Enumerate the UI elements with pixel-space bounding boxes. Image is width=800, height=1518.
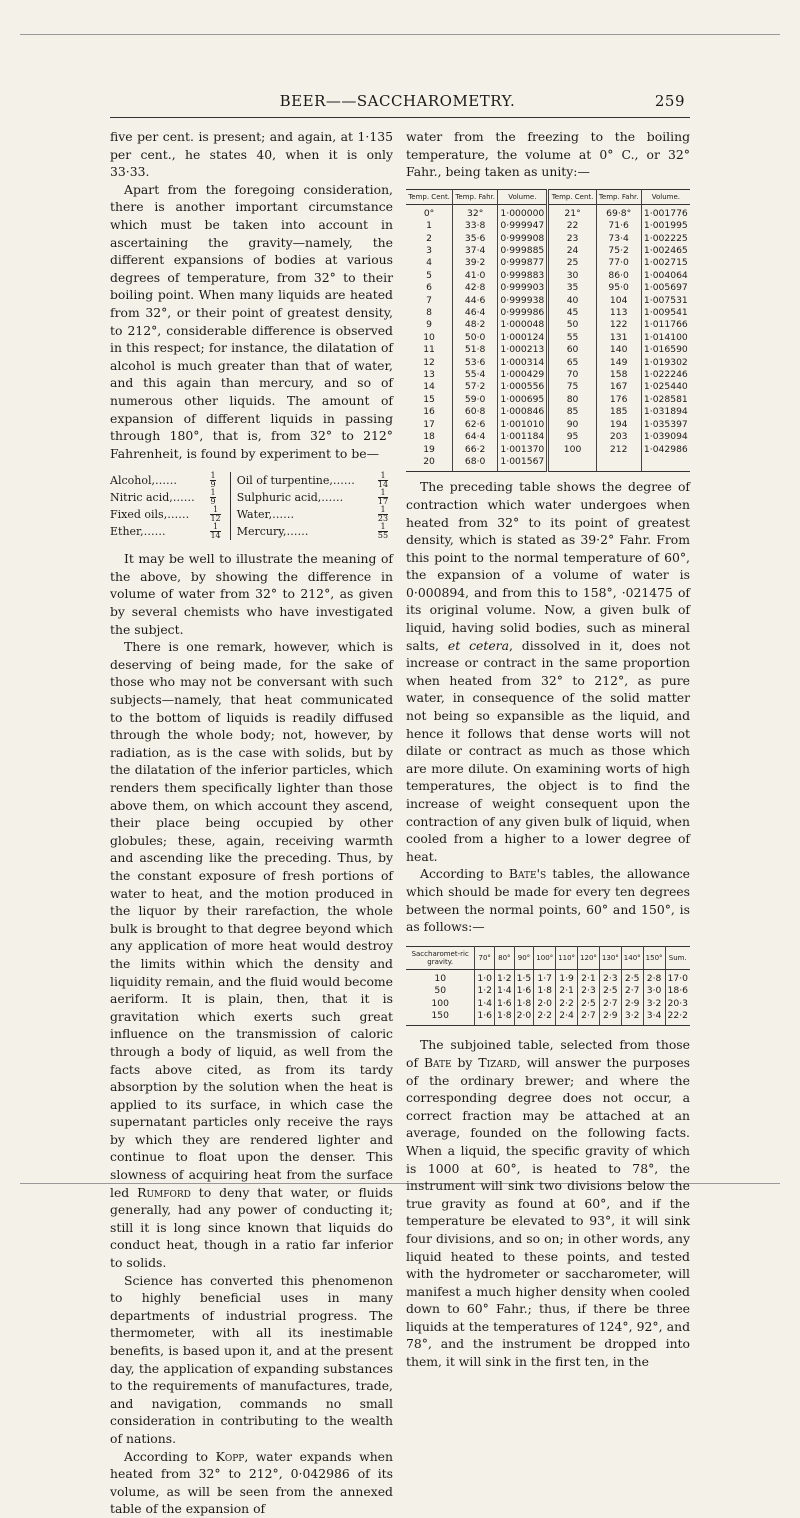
table-cell: 50 (406, 985, 475, 997)
table-cell: 0·999885 (498, 245, 548, 257)
author-name: Bate (423, 1054, 452, 1070)
table-cell: 2·9 (599, 1010, 621, 1026)
table-cell: 86·0 (596, 270, 641, 282)
table-cell: 167 (596, 381, 641, 393)
table-cell: 20·3 (667, 997, 688, 1009)
table-cell: 75 (548, 381, 596, 393)
table-cell (641, 456, 690, 472)
author-name: Bate's (508, 866, 547, 882)
liquid-name: Fixed oils,…… (110, 507, 190, 521)
table-row (406, 295, 690, 307)
table-cell: 0·999877 (498, 257, 548, 269)
table-row (406, 998, 690, 1010)
column-header: Temp. Fahr. (453, 189, 498, 204)
table-row (406, 233, 690, 245)
table-cell: 35 (548, 282, 596, 294)
table-cell: 95·0 (596, 282, 641, 294)
table-cell: 1·001370 (498, 444, 548, 456)
author-name: Rumford (137, 1184, 191, 1200)
table-cell: 45 (548, 307, 596, 319)
table-cell: 1·001776 (643, 207, 688, 219)
table-cell: 75·2 (596, 245, 641, 257)
liquid-fraction (378, 489, 390, 506)
table-cell: 5 (406, 270, 453, 282)
table-cell: 212 (596, 444, 641, 456)
table-cell: 60 (548, 344, 596, 356)
table-cell: 1·002715 (643, 257, 688, 269)
table-cell: 1·042986 (643, 443, 688, 455)
table-cell: 1·004064 (643, 269, 688, 281)
table-cell: 150 (406, 1010, 475, 1026)
left-column (110, 128, 393, 1518)
table-row (406, 456, 690, 472)
paragraph: water from the freezing to the boiling temperature, the volume at 0° C., or 32° Fahr., being taken as unity:— (406, 129, 690, 180)
liquid-name: Alcohol,…… (110, 473, 177, 487)
fraction (210, 489, 215, 506)
table-cell: 0° (406, 204, 453, 220)
table-cell: 3·0 (643, 985, 665, 997)
table-cell: 185 (596, 406, 641, 418)
table-cell: 95 (548, 431, 596, 443)
liquid-name: Mercury,…… (230, 523, 378, 540)
liquid-fraction (210, 506, 230, 523)
table-cell: 1·001995 (643, 220, 688, 232)
column-header: Temp. Fahr. (596, 189, 641, 204)
table-cell: 85 (548, 406, 596, 418)
water-expansion-table (406, 189, 690, 473)
table-cell (596, 456, 641, 472)
table-cell: 62·6 (453, 419, 498, 431)
fraction-denominator: 23 (377, 514, 389, 524)
table-cell: 176 (596, 394, 641, 406)
column-header: Temp. Cent. (406, 189, 453, 204)
scan-top-rule (20, 34, 780, 35)
table-row (406, 270, 690, 282)
table-cell: 68·0 (453, 456, 498, 472)
table-cell: 8 (406, 307, 453, 319)
fraction (210, 506, 220, 523)
table-cell: 2·5 (578, 998, 600, 1010)
table-cell: 23 (548, 233, 596, 245)
column-header: Sum. (665, 946, 690, 969)
table-cell: 1 (406, 220, 453, 232)
liquid-fraction (378, 506, 390, 523)
table-cell: 3 (406, 245, 453, 257)
paragraph: According to Bate's tables, the allowance which should be made for every ten degrees between the normal points, 60° and 150°, is as follows:— (406, 866, 690, 935)
liquid-name: Oil of turpentine,…… (230, 472, 378, 489)
column-header: 130° (599, 946, 621, 969)
fraction (378, 489, 388, 506)
table-cell: 19 (406, 444, 453, 456)
paragraph: Apart from the foregoing consideration, there is another important circumstance which must be taken into account in ascertaining the gravity—namely, the different expansions of bodies at various degrees of temperature, from 32° to their boiling point. When many liquids are heated from 32°, or their point of greatest density, to 212°, considerable difference is observed in this respect; for instance, the dilatation of alcohol is much greater than that of water, and this again than mercury, and so of numerous other liquids. The amount of expansion of different liquids in passing through 180°, that is, from 32° to 212° Fahrenheit, is found by experiment to be— (110, 181, 393, 461)
column-header: Temp. Cent. (548, 189, 596, 204)
coefficient-row (110, 472, 390, 489)
fraction-denominator: 55 (377, 531, 389, 541)
coefficient-row (110, 523, 390, 540)
liquid-fraction (378, 523, 390, 540)
table-cell: 1·000846 (498, 406, 548, 418)
table-cell: 2·7 (621, 985, 643, 997)
table-cell: 59·0 (453, 394, 498, 406)
author-name: Tizard (478, 1054, 517, 1070)
table-cell (548, 456, 596, 472)
page-number: 259 (654, 92, 685, 110)
table-cell: 2 (406, 233, 453, 245)
table-row (406, 220, 690, 232)
table-cell: 0·999903 (498, 282, 548, 294)
column-header: 110° (556, 946, 578, 969)
bate-allowance-table (406, 946, 690, 1027)
table-cell: 4 (406, 257, 453, 269)
table-cell: 77·0 (596, 257, 641, 269)
table-cell: 2·0 (534, 998, 556, 1010)
fraction (378, 506, 388, 523)
table-cell: 1·016590 (643, 344, 688, 356)
fraction-numerator: 1 (210, 506, 220, 515)
table-cell: 0·999947 (498, 220, 548, 232)
liquid-fraction (378, 472, 390, 489)
table-cell: 55 (548, 332, 596, 344)
table-cell: 149 (596, 357, 641, 369)
liquid-name: Water,…… (230, 506, 378, 523)
table-cell: 1·025440 (643, 381, 688, 393)
table-cell: 2·4 (556, 1010, 578, 1026)
table-cell: 1·4 (475, 998, 495, 1010)
table-cell: 32° (453, 204, 498, 220)
table-row (406, 381, 690, 393)
table-cell: 1·001010 (498, 419, 548, 431)
table-cell: 1·014100 (643, 331, 688, 343)
table-cell: 37·4 (453, 245, 498, 257)
table-cell: 140 (596, 344, 641, 356)
table-cell: 22 (548, 220, 596, 232)
table-cell: 1·5 (514, 969, 534, 985)
table-cell: 2·2 (556, 998, 578, 1010)
fraction-numerator: 1 (378, 489, 388, 498)
table-cell: 15 (406, 394, 453, 406)
table-cell: 1·6 (514, 985, 534, 997)
fraction-numerator: 1 (378, 472, 388, 481)
coefficient-row (110, 506, 390, 523)
table-cell: 12 (406, 357, 453, 369)
table-row (406, 985, 690, 997)
table-cell: 122 (596, 319, 641, 331)
table-cell: 2·3 (578, 985, 600, 997)
table-cell: 1·7 (534, 969, 556, 985)
table-cell: 2·5 (599, 985, 621, 997)
table-cell: 1·000556 (498, 381, 548, 393)
fraction (210, 472, 215, 489)
table-cell: 1·000213 (498, 344, 548, 356)
author-name: Kopp (215, 1448, 245, 1464)
table-cell: 41·0 (453, 270, 498, 282)
table-cell: 10 (406, 969, 475, 985)
table-cell: 73·4 (596, 233, 641, 245)
table-cell: 2·5 (621, 969, 643, 985)
table-cell: 17 (406, 419, 453, 431)
paragraph: Science has converted this phenomenon to highly beneficial uses in many departments of industrial progress. The thermometer, with all its inestimable benefits, is based upon it, and at the present day, the application of expanding substances to the requirements of manufactures, trade, and navigation, commands no small consideration in contributing to the wealth of nations. (110, 1272, 393, 1446)
running-title: BEER——SACCHAROMETRY. (279, 92, 516, 110)
table-cell: 1·8 (514, 998, 534, 1010)
table-cell: 1·6 (495, 998, 515, 1010)
table-cell: 50·0 (453, 332, 498, 344)
table-row (406, 369, 690, 381)
column-header: 100° (534, 946, 556, 969)
table-cell: 3·2 (621, 1010, 643, 1026)
table-cell: 55·4 (453, 369, 498, 381)
table-cell: 1·011766 (643, 319, 688, 331)
table-cell: 1·000048 (498, 319, 548, 331)
column-header: 80° (495, 946, 515, 969)
page-header (110, 92, 685, 112)
table-cell: 2·1 (556, 985, 578, 997)
table-row (406, 204, 690, 220)
table-row (406, 257, 690, 269)
table-cell: 1·039094 (643, 431, 688, 443)
table-cell: 64·4 (453, 431, 498, 443)
column-header: 90° (514, 946, 534, 969)
table-cell: 1·022246 (643, 369, 688, 381)
table-cell: 1·001567 (498, 456, 548, 472)
table-cell: 1·005697 (643, 282, 688, 294)
table-cell: 42·8 (453, 282, 498, 294)
table-cell: 1·000695 (498, 394, 548, 406)
column-header: Volume. (641, 189, 690, 204)
table-cell: 33·8 (453, 220, 498, 232)
fraction-numerator: 1 (210, 523, 220, 532)
table-cell: 21° (548, 204, 596, 220)
table-cell: 24 (548, 245, 596, 257)
table-cell: 44·6 (453, 295, 498, 307)
fraction-denominator: 12 (210, 514, 221, 524)
table-cell: 2·2 (534, 1010, 556, 1026)
fraction-numerator: 1 (210, 488, 216, 498)
fraction-denominator: 9 (210, 480, 216, 490)
table-cell: 7 (406, 295, 453, 307)
table-cell: 6 (406, 282, 453, 294)
table-cell: 16 (406, 406, 453, 418)
table-row (406, 282, 690, 294)
paragraph: It may be well to illustrate the meaning of the above, by showing the difference in volume of water from 32° to 212°, as given by several chemists who have investigated the subject. (110, 551, 393, 637)
table-cell: 100 (406, 998, 475, 1010)
table-cell: 100 (548, 444, 596, 456)
table-cell: 1·009541 (643, 307, 688, 319)
table-cell: 1·007531 (643, 294, 688, 306)
paragraph: According to Kopp, water expands when heated from 32° to 212°, 0·042986 of its volume, as will be seen from the annexed table of the expansion of (110, 1448, 393, 1517)
table-cell: 2·3 (599, 969, 621, 985)
header-rule (110, 117, 690, 118)
table-cell: 158 (596, 369, 641, 381)
table-cell: 35·6 (453, 233, 498, 245)
table-cell: 0·999908 (498, 233, 548, 245)
right-column (406, 128, 690, 1371)
table-cell: 1·000000 (498, 204, 548, 220)
table-cell: 13 (406, 369, 453, 381)
table-cell: 1·9 (556, 969, 578, 985)
table-cell: 3·4 (643, 1010, 665, 1026)
table-cell: 0·999938 (498, 295, 548, 307)
table-cell: 46·4 (453, 307, 498, 319)
column-header: 70° (475, 946, 495, 969)
fraction (378, 472, 388, 489)
table-cell: 1·8 (495, 1010, 515, 1026)
paragraph: five per cent. is present; and again, at 1·135 per cent., he states 40, when it is only 33·33. (110, 129, 393, 180)
table-cell: 22·2 (665, 1010, 690, 1026)
table-cell: 0·999883 (498, 270, 548, 282)
liquid-name: Sulphuric acid,…… (230, 489, 378, 506)
liquid-fraction (210, 523, 230, 540)
table-row (406, 444, 690, 456)
table-cell: 1·8 (534, 985, 556, 997)
table-cell: 1·019302 (643, 356, 688, 368)
table-cell: 53·6 (453, 357, 498, 369)
column-header: Saccharomet-ric gravity. (406, 946, 475, 969)
table-cell: 18 (406, 431, 453, 443)
table-cell: 2·1 (578, 969, 600, 985)
table-cell: 1·002465 (643, 245, 688, 256)
table-row (406, 419, 690, 431)
liquid-name: Ether,…… (110, 524, 166, 538)
table-cell: 1·002225 (643, 232, 688, 244)
table-row (406, 969, 690, 985)
paragraph: There is one remark, however, which is deserving of being made, for the sake of those who may not be conversant with such subjects—namely, that heat communicated to the bottom of liquids is readily diffused through the whole body; not, however, by radiation, as is the case with solids, but by the dilatation of the inferior particles, which renders them specifically lighter than those above them, on which account they ascend, their place being occupied by other globules; these, again, receiving warmth and ascending like the preceding. Thus, by the constant exposure of fresh portions of water to heat, and the motion produced in the liquor by their rarefaction, the whole bulk is brought to that degree beyond which any application of more heat would destroy the limits within which the density and liquidity remain, and the fluid would become aeriform. It is plain, then, that it is gravitation which exerts such great influence on the transmission of caloric through a body of liquid, as well from the facts above cited, as from its tardy absorption by the solution when the heat is applied to its surface, in which case the supernatant particles only receive the rays by which they are rendered lighter and continue to float upon the denser. This slowness of acquiring heat from the surface led Rumford to deny that water, or fluids generally, had any power of conducting it; still it is long since known that liquids do conduct heat, though in a ratio far inferior to solids. (110, 639, 394, 1271)
table-cell: 1·031894 (643, 406, 688, 418)
table-cell: 1·6 (475, 1010, 495, 1026)
table-cell: 69·8° (596, 204, 641, 220)
table-cell: 40 (548, 295, 596, 307)
table-cell: 1·001184 (498, 431, 548, 443)
table-cell: 48·2 (453, 319, 498, 331)
table-cell: 2·9 (621, 998, 643, 1010)
paragraph: The preceding table shows the degree of contraction which water undergoes when heated from 32° to its point of greatest density, which is stated as 39·2° Fahr. From this point to the normal temperature of 60°, the expansion of a volume of water is 0·000894, and from this to 158°, ·021475 of its original volume. Now, a given bulk of liquid, having solid bodies, such as mineral salts, et cetera, dissolved in it, does not increase or contract in the same proportion when heated from 32° to 212°, as pure water, in consequence of the solid matter not being so expansible as the liquid, and hence it follows that dense worts will not dilate or contract as much as those which are more dilute. On examining worts of high temperatures, the object is to find the increase of weight consequent upon the contraction of any given bulk of liquid, when cooled from a higher to a lower degree of heat. (406, 479, 690, 864)
table-cell: 57·2 (453, 381, 498, 393)
table-cell: 104 (596, 295, 641, 307)
table-row (406, 431, 690, 443)
table-cell: 66·2 (453, 444, 498, 456)
table-cell: 71·6 (596, 220, 641, 232)
fraction-denominator: 17 (377, 497, 389, 507)
table-cell: 1·2 (495, 969, 515, 985)
table-cell: 51·8 (453, 344, 498, 356)
table-cell: 18·6 (667, 985, 688, 997)
column-header: 140° (621, 946, 643, 969)
table-cell: 3·2 (643, 998, 665, 1010)
table-cell: 131 (596, 332, 641, 344)
table-row (406, 357, 690, 369)
fraction-numerator: 1 (378, 523, 388, 532)
paragraph: The subjoined table, selected from those of Bate by Tizard, will answer the purposes of the ordinary brewer; and where the corresponding degree does not occur, a correct fraction may be attached at an average, founded on the following facts. When a liquid, the specific gravity of which is 1000 at 60°, is heated to 78°, the instrument will sink two divisions below the true gravity as found at 60°, and if the temperature be elevated to 93°, it will sink four divisions, and so on; in other words, any liquid heated to these points, and tested with the hydrometer or saccharometer, will manifest a much higher density when cooled down to 60° Fahr.; thus, if there be three liquids at the temperatures of 124°, 92°, and 78°, and the instrument be dropped into them, it will sink in the first ten, in the (406, 1037, 691, 1370)
table-row (406, 394, 690, 406)
column-header: 120° (578, 946, 600, 969)
table-cell: 2·0 (514, 1010, 534, 1026)
table-cell: 1·028581 (643, 393, 688, 405)
liquid-fraction (210, 472, 230, 489)
table-cell: 50 (548, 319, 596, 331)
table-cell: 1·000429 (498, 369, 548, 381)
table-row (406, 319, 690, 331)
table-cell: 90 (548, 419, 596, 431)
table-cell: 1·000124 (498, 332, 548, 344)
liquid-name: Nitric acid,…… (110, 490, 195, 504)
table-cell: 2·8 (643, 969, 665, 985)
table-row (406, 344, 690, 356)
table-cell: 203 (596, 431, 641, 443)
table-cell: 1·2 (475, 985, 495, 997)
table-cell: 113 (596, 307, 641, 319)
table-row (406, 307, 690, 319)
expansion-coefficients-table (110, 472, 390, 540)
fraction-denominator: 9 (210, 497, 216, 507)
table-cell: 1·4 (495, 985, 515, 997)
fraction-numerator: 1 (378, 506, 388, 515)
table-cell: 30 (548, 270, 596, 282)
table-cell: 65 (548, 357, 596, 369)
table-cell: 194 (596, 419, 641, 431)
table-cell: 39·2 (453, 257, 498, 269)
table-cell: 1·0 (475, 969, 495, 985)
fraction (378, 523, 388, 540)
table-cell: 80 (548, 394, 596, 406)
table-cell: 70 (548, 369, 596, 381)
fraction (210, 523, 220, 540)
column-header: Volume. (498, 189, 548, 204)
fraction-denominator: 14 (377, 480, 389, 490)
table-cell: 2·7 (578, 1010, 600, 1026)
table-cell: 10 (406, 332, 453, 344)
table-cell: 14 (406, 381, 453, 393)
liquid-fraction (210, 489, 230, 506)
table-row (406, 1010, 690, 1026)
table-row (406, 332, 690, 344)
table-cell: 25 (548, 257, 596, 269)
column-header: 150° (643, 946, 665, 969)
table-cell: 0·999986 (498, 307, 548, 319)
table-cell: 11 (406, 344, 453, 356)
table-cell: 9 (406, 319, 453, 331)
table-row (406, 406, 690, 418)
fraction-denominator: 14 (210, 531, 221, 541)
table-cell: 2·7 (599, 998, 621, 1010)
table-row (406, 245, 690, 257)
fraction-numerator: 1 (210, 471, 216, 481)
coefficient-row (110, 489, 390, 506)
table-cell: 17·0 (667, 972, 688, 984)
table-cell: 1·000314 (498, 357, 548, 369)
table-cell: 60·8 (453, 406, 498, 418)
table-cell: 20 (406, 456, 453, 472)
table-cell: 1·035397 (643, 418, 688, 430)
